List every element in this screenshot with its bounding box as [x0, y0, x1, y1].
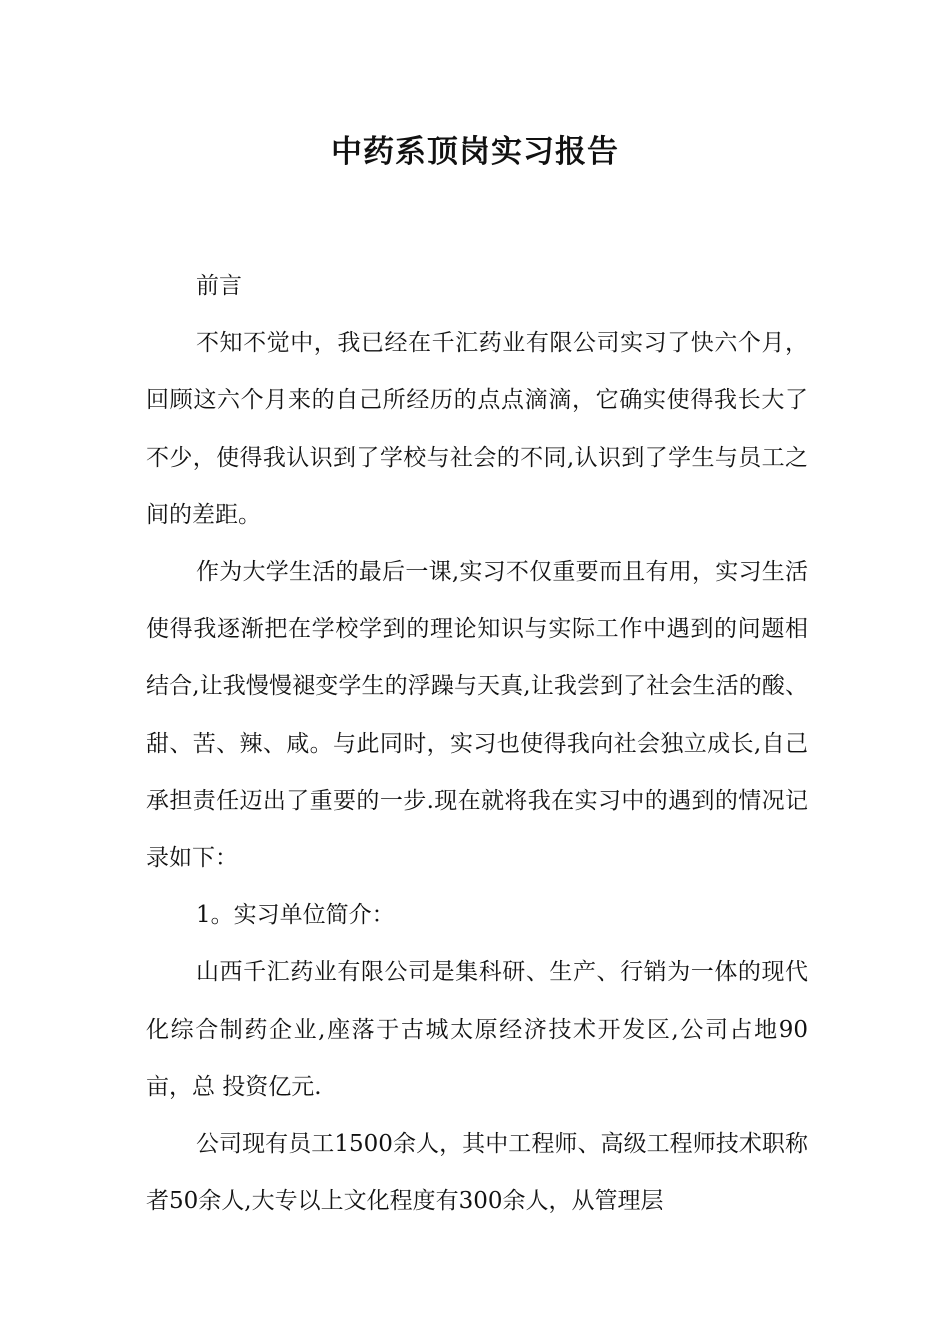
- section-heading-company-intro: 1。实习单位简介：: [196, 902, 395, 929]
- document-body: [146, 258, 808, 1230]
- paragraph-company-staff: 公司现有员工1500余人，其中工程师、高级工程师技术职称者50余人,大专以上文化程度有300余人，从管理层: [146, 1131, 808, 1215]
- document-title: 中药系顶岗实习报告: [331, 134, 619, 170]
- paragraph-internship-significance: 作为大学生活的最后一课,实习不仅重要而且有用，实习生活使得我逐渐把在学校学到的理论知识与实际工作中遇到的问题相结合,让我慢慢褪变学生的浮躁与天真,让我尝到了社会生活的酸、甜、苦、辣、咸。与此同时，实习也使得我向社会独立成长,自己承担责任迈出了重要的一步.现在就将我在实习中的遇到的情况记录如下：: [146, 559, 808, 872]
- paragraph-preface-heading: 前言: [196, 273, 242, 299]
- paragraph-intro: 不知不觉中，我已经在千汇药业有限公司实习了快六个月，回顾这六个月来的自己所经历的点点滴滴，它确实使得我长大了不少，使得我认识到了学校与社会的不同,认识到了学生与员工之间的差距。: [146, 330, 808, 528]
- paragraph-company-overview: 山西千汇药业有限公司是集科研、生产、行销为一体的现代化综合制药企业,座落于古城太原经济技术开发区,公司占地90亩，总 投资亿元.: [146, 959, 808, 1100]
